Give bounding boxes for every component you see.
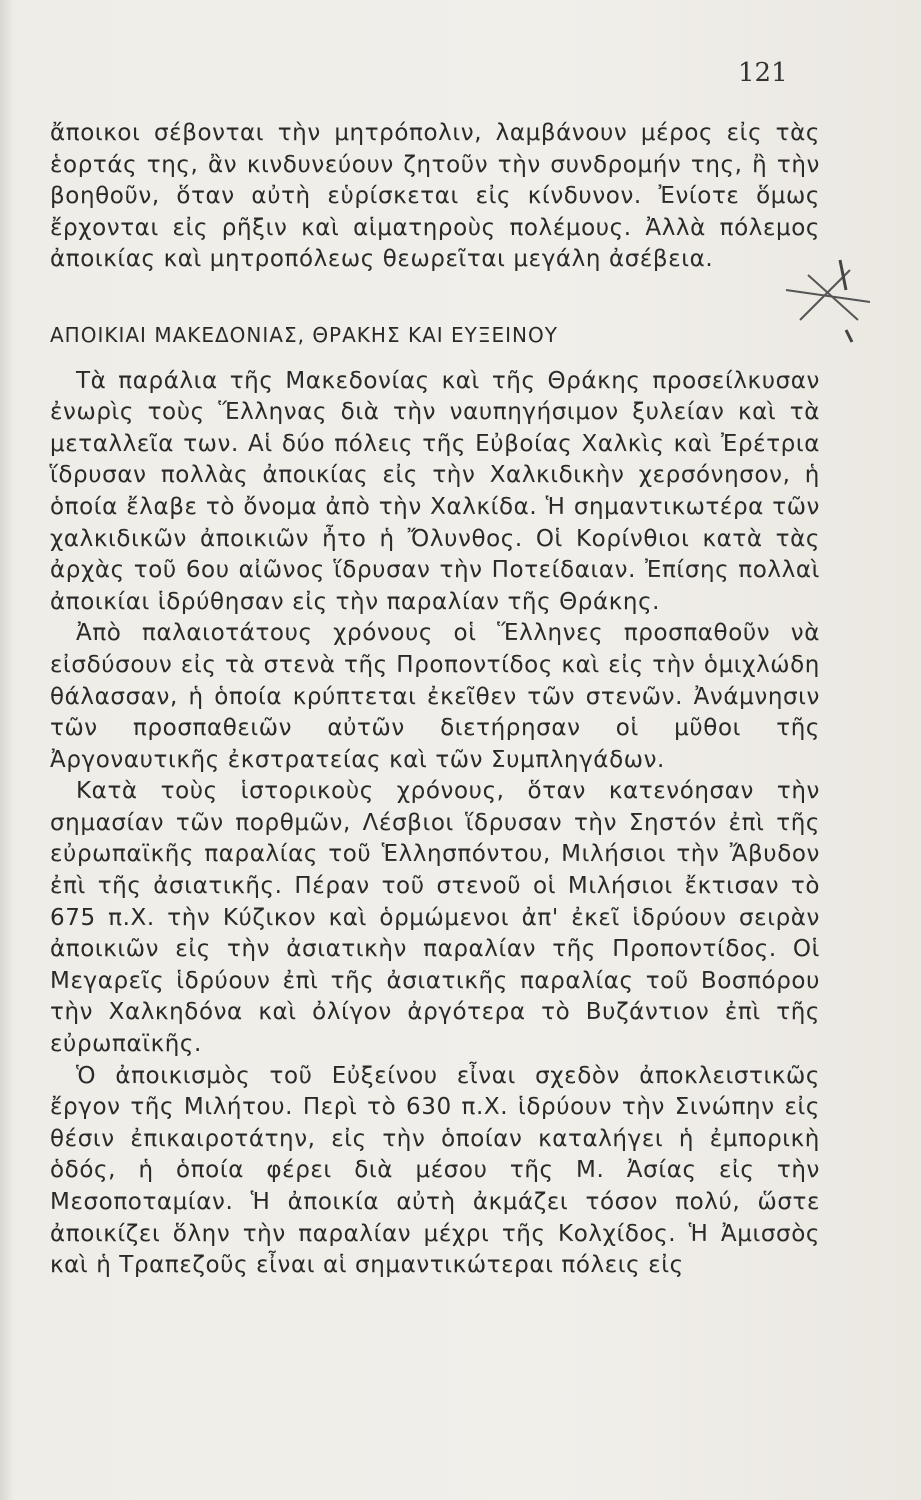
section-heading: ΑΠΟΙΚΙΑΙ ΜΑΚΕΔΟΝΙΑΣ, ΘΡΑΚΗΣ ΚΑΙ ΕΥΞΕΙΝΟΥ [50, 322, 558, 347]
pencil-annotation-icon [780, 250, 880, 370]
paragraph-macedonia-thrace: Τὰ παράλια τῆς Μακεδονίας καὶ τῆς Θράκης προσείλκυσαν ἐνωρὶς τοὺς Ἕλληνας διὰ τὴν ναυπηγήσιμον ξυλείαν καὶ τὰ μεταλλεῖα των. Αἱ δύο πόλεις τῆς Εὐβοίας Χαλκὶς καὶ Ἐρέτρια ἵδρυσαν πολλὰς ἀποικίας εἰς τὴν Χαλκιδικὴν χερσόνησον, ἡ ὁποία ἔλαβε τὸ ὄνομα ἀπὸ τὴν Χαλκίδα. Ἡ σημαντικωτέρα τῶν χαλκιδικῶν ἀποικιῶν ἦτο ἡ Ὄλυνθος. Οἱ Κορίνθιοι κατὰ τὰς ἀρχὰς τοῦ 6ου αἰῶνος ἵδρυσαν τὴν Ποτείδαιαν. Ἐπίσης πολλαὶ ἀποικίαι ἱδρύθησαν εἰς τὴν παραλίαν τῆς Θράκης. [50, 367, 820, 615]
paragraph-euxine: Ὁ ἀποικισμὸς τοῦ Εὐξείνου εἶναι σχεδὸν ἀποκλειστικῶς ἔργον τῆς Μιλήτου. Περὶ τὸ 630 π.Χ. ἱδρύουν τὴν Σινώπην εἰς θέσιν ἐπικαιροτάτην, εἰς τὴν ὁποίαν καταλήγει ἡ ἐμπορικὴ ὁδός, ἡ ὁποία φέρει διὰ μέσου τῆς Μ. Ἀσίας εἰς τὴν Μεσοποταμίαν. Ἡ ἀποικία αὐτὴ ἀκμάζει τόσον πολύ, ὥστε ἀποικίζει ὅλην τὴν παραλίαν μέχρι τῆς Κολχίδος. Ἡ Ἀμισσὸς καὶ ἡ Τραπεζοῦς εἶναι αἱ σημαντικώτεραι πόλεις εἰς [50, 1062, 820, 1279]
paragraph-straits: Κατὰ τοὺς ἱστορικοὺς χρόνους, ὅταν κατενόησαν τὴν σημασίαν τῶν πορθμῶν, Λέσβιοι ἵδρυσαν τὴν Σηστόν ἐπὶ τῆς εὐρωπαϊκῆς παραλίας τοῦ Ἑλλησπόντου, Μιλήσιοι τὴν Ἄβυδον ἐπὶ τῆς ἀσιατικῆς. Πέραν τοῦ στενοῦ οἱ Μιλήσιοι ἔκτισαν τὸ 675 π.Χ. τὴν Κύζικον καὶ ὁρμώμενοι ἀπ' ἐκεῖ ἱδρύουν σειρὰν ἀποικιῶν εἰς τὴν ἀσιατικὴν παραλίαν τῆς Προποντίδος. Οἱ Μεγαρεῖς ἱδρύουν ἐπὶ τῆς ἀσιατικῆς παραλίας τοῦ Βοσπόρου τὴν Χαλκηδόνα καὶ ὀλίγον ἀργότερα τὸ Βυζάντιον ἐπὶ τῆς εὐρωπαϊκῆς. [50, 778, 820, 1058]
page-number: 121 [738, 58, 788, 88]
paragraph-propontis: Ἀπὸ παλαιοτάτους χρόνους οἱ Ἕλληνες προσπαθοῦν νὰ εἰσδύσουν εἰς τὰ στενὰ τῆς Προποντίδος καὶ εἰς τὴν ὁμιχλώδη θάλασσαν, ἡ ὁποία κρύπτεται ἐκεῖθεν τῶν στενῶν. Ἀνάμνησιν τῶν προσπαθειῶν αὐτῶν διετήρησαν οἱ μῦθοι τῆς Ἀργοναυτικῆς ἐκστρατείας καὶ τῶν Συμπληγάδων. [50, 620, 820, 773]
paragraph-colonies-respect: ἄποικοι σέβονται τὴν μητρόπολιν, λαμβάνουν μέρος εἰς τὰς ἑορτάς της, ἂν κινδυνεύουν ζητοῦν τὴν συνδρομήν της, ἢ τὴν βοηθοῦν, ὅταν αὐτὴ εὑρίσκεται εἰς κίνδυνον. Ἐνίοτε ὅμως ἔρχονται εἰς ρῆξιν καὶ αἱματηροὺς πολέμους. Ἀλλὰ πόλεμος ἀποικίας καὶ μητροπόλεως θεωρεῖται μεγάλη ἀσέβεια. [50, 120, 820, 273]
body-text [50, 118, 820, 1282]
